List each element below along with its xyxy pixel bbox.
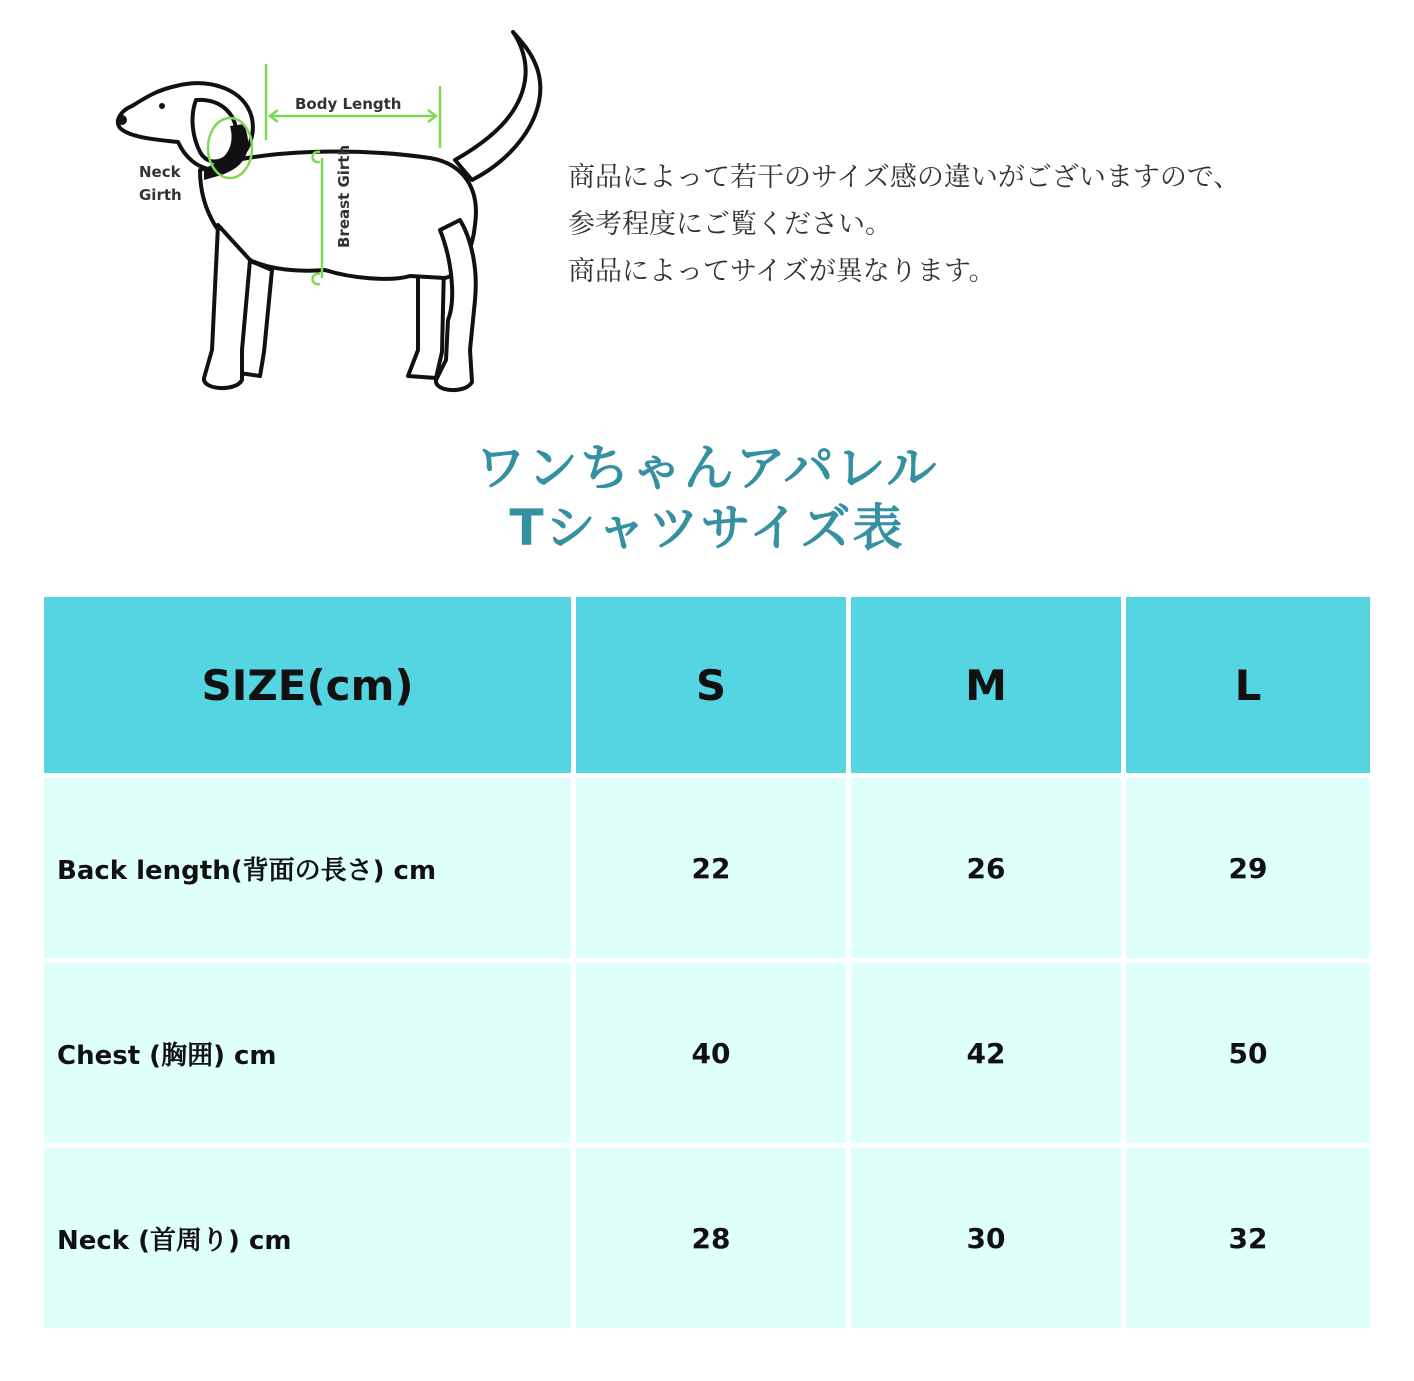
neck-girth-label bbox=[139, 161, 182, 207]
note-line-3: 商品によってサイズが異なります。 bbox=[568, 256, 996, 287]
dog-measurement-diagram bbox=[100, 20, 570, 410]
cell-back-length-s: 22 bbox=[576, 778, 846, 958]
body-length-label: Body Length bbox=[295, 95, 402, 113]
header-l: L bbox=[1126, 597, 1370, 773]
header-s: S bbox=[576, 597, 846, 773]
size-table bbox=[44, 597, 1370, 1328]
breast-girth-label: Breast Girth bbox=[335, 144, 353, 248]
neck-girth-label-line1: Neck bbox=[139, 163, 181, 181]
row-label-neck: Neck (首周り) cm bbox=[44, 1148, 571, 1328]
note-line-2: 参考程度にご覧ください。 bbox=[568, 209, 892, 240]
cell-back-length-l: 29 bbox=[1126, 778, 1370, 958]
cell-back-length-m: 26 bbox=[851, 778, 1121, 958]
cell-chest-l: 50 bbox=[1126, 963, 1370, 1143]
title-line-1: ワンちゃんアパレル bbox=[475, 439, 939, 497]
row-label-back-length: Back length(背面の長さ) cm bbox=[44, 778, 571, 958]
cell-chest-m: 42 bbox=[851, 963, 1121, 1143]
size-note bbox=[568, 154, 1368, 295]
cell-neck-s: 28 bbox=[576, 1148, 846, 1328]
cell-chest-s: 40 bbox=[576, 963, 846, 1143]
cell-neck-l: 32 bbox=[1126, 1148, 1370, 1328]
note-line-1: 商品によって若干のサイズ感の違いがございますので、 bbox=[568, 162, 1241, 193]
neck-girth-label-line2: Girth bbox=[139, 186, 182, 204]
cell-neck-m: 30 bbox=[851, 1148, 1121, 1328]
page-title bbox=[0, 438, 1414, 558]
header-m: M bbox=[851, 597, 1121, 773]
title-line-2: Tシャツサイズ表 bbox=[509, 499, 905, 557]
header-size-cm: SIZE(cm) bbox=[44, 597, 571, 773]
row-label-chest: Chest (胸囲) cm bbox=[44, 963, 571, 1143]
